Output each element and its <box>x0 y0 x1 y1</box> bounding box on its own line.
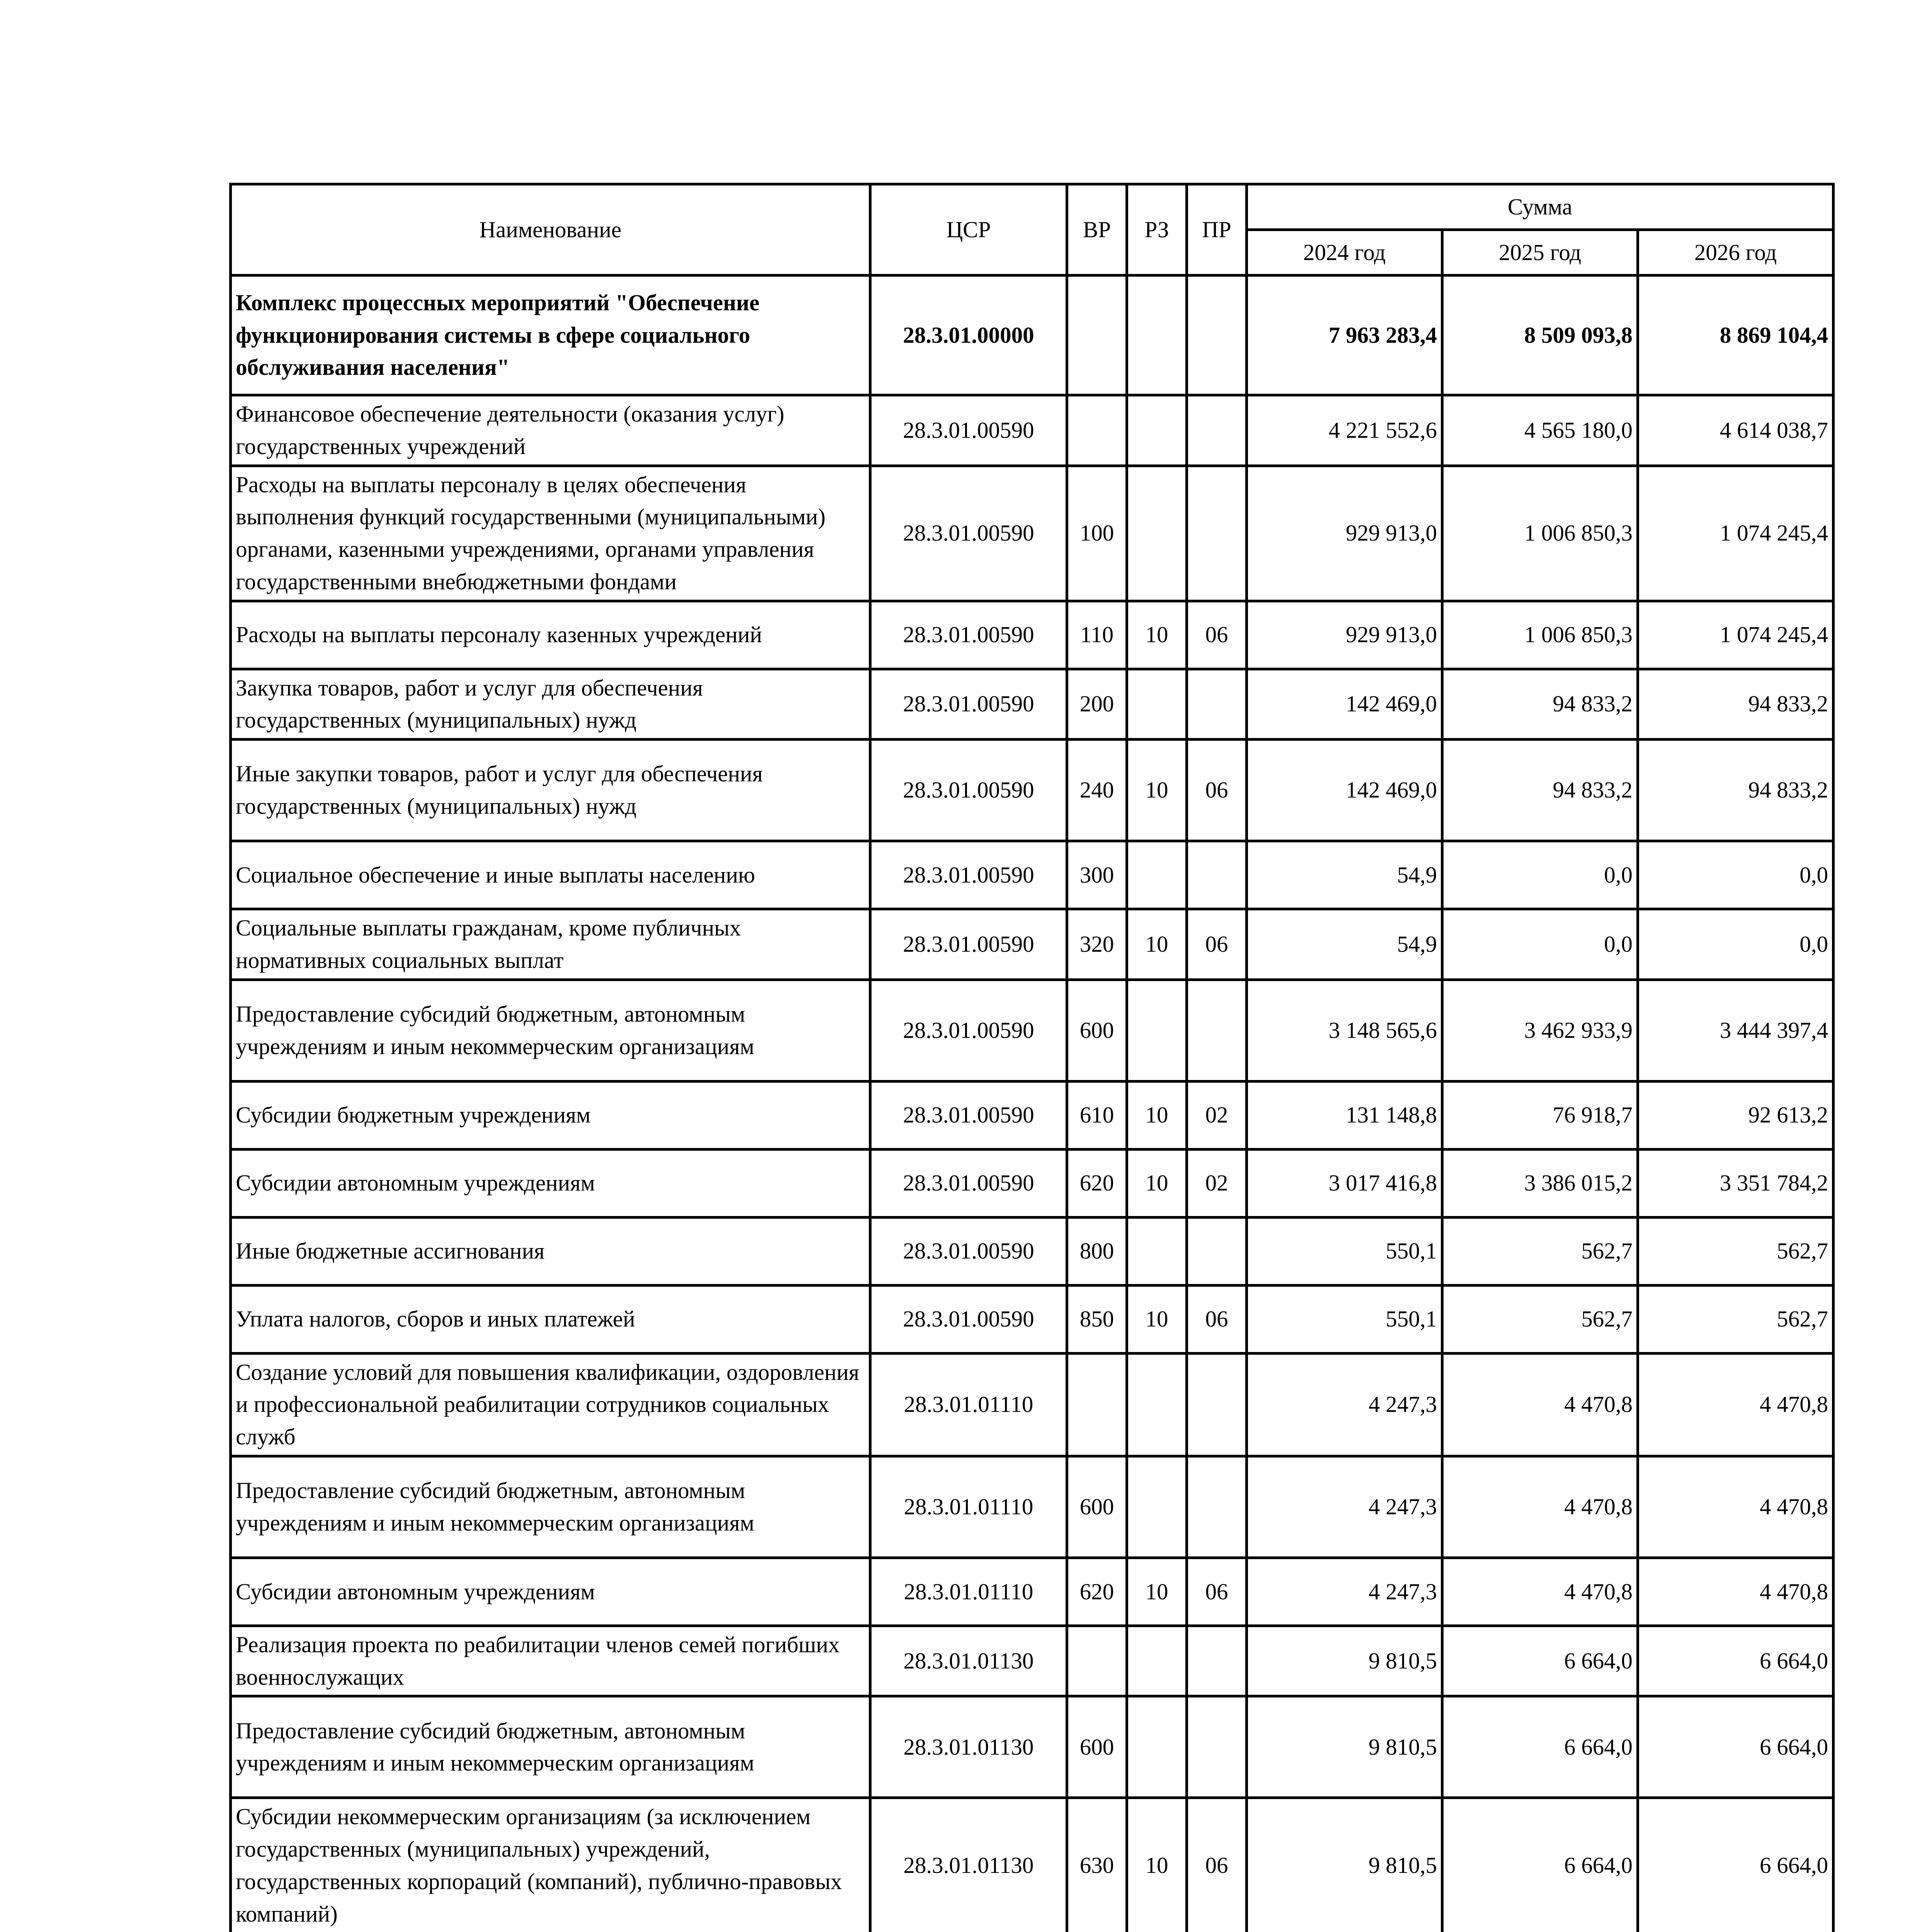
row-name: Субсидии автономным учреждениям <box>231 1149 870 1217</box>
row-2024: 54,9 <box>1247 841 1442 909</box>
row-name: Закупка товаров, работ и услуг для обеспечения государственных (муниципальных) нужд <box>231 669 870 740</box>
row-csr: 28.3.01.00590 <box>870 1149 1067 1217</box>
row-2024: 929 913,0 <box>1247 466 1442 601</box>
row-2025: 562,7 <box>1442 1285 1638 1353</box>
row-pr: 06 <box>1187 740 1247 841</box>
row-2025: 3 462 933,9 <box>1442 980 1638 1081</box>
table-row <box>231 1353 1834 1456</box>
row-name: Расходы на выплаты персоналу в целях обеспечения выполнения функций государственными (муниципальными) органами, казенными учреждениями, органами управления государственными внебюджетными фондами <box>231 466 870 601</box>
row-name: Предоставление субсидий бюджетным, автономным учреждениям и иным некоммерческим организациям <box>231 1696 870 1798</box>
row-name: Уплата налогов, сборов и иных платежей <box>231 1285 870 1353</box>
row-rz <box>1127 1456 1187 1558</box>
row-name: Создание условий для повышения квалификации, оздоровления и профессиональной реабилитации сотрудников социальных служб <box>231 1353 870 1456</box>
row-csr: 28.3.01.00590 <box>870 395 1067 466</box>
row-rz: 10 <box>1127 740 1187 841</box>
row-2026: 1 074 245,4 <box>1638 466 1834 601</box>
row-pr <box>1187 466 1247 601</box>
row-rz: 10 <box>1127 1149 1187 1217</box>
row-2025: 562,7 <box>1442 1217 1638 1285</box>
row-2026: 92 613,2 <box>1638 1081 1834 1149</box>
row-rz <box>1127 669 1187 740</box>
row-2025: 94 833,2 <box>1442 669 1638 740</box>
row-csr: 28.3.01.00590 <box>870 1285 1067 1353</box>
budget-table <box>229 183 1835 1932</box>
row-csr: 28.3.01.01130 <box>870 1798 1067 1932</box>
row-csr: 28.3.01.00590 <box>870 601 1067 669</box>
row-2024: 9 810,5 <box>1247 1696 1442 1798</box>
header-csr: ЦСР <box>870 184 1067 276</box>
row-2025: 76 918,7 <box>1442 1081 1638 1149</box>
row-2026: 8 869 104,4 <box>1638 276 1834 395</box>
row-vr: 100 <box>1067 466 1127 601</box>
row-2025: 4 470,8 <box>1442 1456 1638 1558</box>
row-2024: 4 247,3 <box>1247 1353 1442 1456</box>
row-name: Расходы на выплаты персоналу казенных учреждений <box>231 601 870 669</box>
row-vr: 620 <box>1067 1558 1127 1626</box>
row-name: Предоставление субсидий бюджетным, автономным учреждениям и иным некоммерческим организациям <box>231 980 870 1081</box>
row-vr: 600 <box>1067 1696 1127 1798</box>
row-vr <box>1067 1626 1127 1696</box>
row-vr: 110 <box>1067 601 1127 669</box>
row-2025: 0,0 <box>1442 841 1638 909</box>
row-csr: 28.3.01.01110 <box>870 1456 1067 1558</box>
table-body <box>231 276 1834 1932</box>
row-2025: 4 565 180,0 <box>1442 395 1638 466</box>
row-2026: 4 614 038,7 <box>1638 395 1834 466</box>
row-rz <box>1127 1353 1187 1456</box>
row-pr <box>1187 1696 1247 1798</box>
row-name: Субсидии автономным учреждениям <box>231 1558 870 1626</box>
row-2025: 8 509 093,8 <box>1442 276 1638 395</box>
row-pr <box>1187 1217 1247 1285</box>
table-row <box>231 669 1834 740</box>
row-pr <box>1187 395 1247 466</box>
row-pr: 06 <box>1187 1558 1247 1626</box>
row-pr: 06 <box>1187 1285 1247 1353</box>
row-vr: 630 <box>1067 1798 1127 1932</box>
row-rz <box>1127 1626 1187 1696</box>
row-2025: 0,0 <box>1442 909 1638 980</box>
header-year-2026: 2026 год <box>1638 230 1834 276</box>
row-2025: 1 006 850,3 <box>1442 466 1638 601</box>
row-csr: 28.3.01.01130 <box>870 1696 1067 1798</box>
table-row <box>231 1798 1834 1932</box>
header-year-2025: 2025 год <box>1442 230 1638 276</box>
row-2026: 94 833,2 <box>1638 669 1834 740</box>
row-rz <box>1127 1696 1187 1798</box>
row-rz <box>1127 1217 1187 1285</box>
row-2025: 4 470,8 <box>1442 1558 1638 1626</box>
row-pr: 06 <box>1187 1798 1247 1932</box>
row-name: Предоставление субсидий бюджетным, автономным учреждениям и иным некоммерческим организациям <box>231 1456 870 1558</box>
row-csr: 28.3.01.00590 <box>870 1081 1067 1149</box>
row-rz <box>1127 841 1187 909</box>
row-csr: 28.3.01.00590 <box>870 669 1067 740</box>
row-csr: 28.3.01.00000 <box>870 276 1067 395</box>
row-rz: 10 <box>1127 1081 1187 1149</box>
row-pr: 06 <box>1187 909 1247 980</box>
row-name: Иные бюджетные ассигнования <box>231 1217 870 1285</box>
table-row <box>231 740 1834 841</box>
table-row <box>231 276 1834 395</box>
row-name: Иные закупки товаров, работ и услуг для обеспечения государственных (муниципальных) нужд <box>231 740 870 841</box>
row-rz: 10 <box>1127 1558 1187 1626</box>
row-vr <box>1067 1353 1127 1456</box>
row-vr: 610 <box>1067 1081 1127 1149</box>
row-csr: 28.3.01.00590 <box>870 841 1067 909</box>
row-2025: 6 664,0 <box>1442 1626 1638 1696</box>
row-2025: 6 664,0 <box>1442 1696 1638 1798</box>
row-vr: 320 <box>1067 909 1127 980</box>
row-2026: 6 664,0 <box>1638 1696 1834 1798</box>
table-row <box>231 601 1834 669</box>
row-2026: 6 664,0 <box>1638 1626 1834 1696</box>
table-row <box>231 466 1834 601</box>
row-pr <box>1187 276 1247 395</box>
row-pr: 06 <box>1187 601 1247 669</box>
table-header <box>231 184 1834 276</box>
row-2025: 94 833,2 <box>1442 740 1638 841</box>
row-vr: 850 <box>1067 1285 1127 1353</box>
row-2025: 6 664,0 <box>1442 1798 1638 1932</box>
row-2024: 9 810,5 <box>1247 1798 1442 1932</box>
table-row <box>231 1626 1834 1696</box>
row-name: Комплекс процессных мероприятий "Обеспечение функционирования системы в сфере социального обслуживания населения" <box>231 276 870 395</box>
row-2024: 4 221 552,6 <box>1247 395 1442 466</box>
row-2024: 9 810,5 <box>1247 1626 1442 1696</box>
row-csr: 28.3.01.01130 <box>870 1626 1067 1696</box>
table-row <box>231 1696 1834 1798</box>
row-pr <box>1187 1353 1247 1456</box>
row-name: Социальное обеспечение и иные выплаты населению <box>231 841 870 909</box>
row-rz <box>1127 395 1187 466</box>
row-2026: 94 833,2 <box>1638 740 1834 841</box>
row-csr: 28.3.01.00590 <box>870 740 1067 841</box>
row-name: Реализация проекта по реабилитации членов семей погибших военнослужащих <box>231 1626 870 1696</box>
row-csr: 28.3.01.00590 <box>870 909 1067 980</box>
row-vr: 600 <box>1067 1456 1127 1558</box>
row-2024: 142 469,0 <box>1247 740 1442 841</box>
row-2024: 4 247,3 <box>1247 1558 1442 1626</box>
row-vr: 800 <box>1067 1217 1127 1285</box>
table-row <box>231 1285 1834 1353</box>
row-2025: 1 006 850,3 <box>1442 601 1638 669</box>
row-2026: 4 470,8 <box>1638 1456 1834 1558</box>
row-vr <box>1067 395 1127 466</box>
row-2025: 3 386 015,2 <box>1442 1149 1638 1217</box>
row-2026: 562,7 <box>1638 1285 1834 1353</box>
row-pr <box>1187 980 1247 1081</box>
row-vr: 300 <box>1067 841 1127 909</box>
row-2026: 562,7 <box>1638 1217 1834 1285</box>
table-row <box>231 980 1834 1081</box>
row-csr: 28.3.01.00590 <box>870 1217 1067 1285</box>
row-rz: 10 <box>1127 1798 1187 1932</box>
row-2024: 3 148 565,6 <box>1247 980 1442 1081</box>
row-csr: 28.3.01.01110 <box>870 1558 1067 1626</box>
row-vr: 240 <box>1067 740 1127 841</box>
table-row <box>231 909 1834 980</box>
row-2024: 142 469,0 <box>1247 669 1442 740</box>
row-csr: 28.3.01.00590 <box>870 980 1067 1081</box>
header-name: Наименование <box>231 184 870 276</box>
row-2025: 4 470,8 <box>1442 1353 1638 1456</box>
row-csr: 28.3.01.01110 <box>870 1353 1067 1456</box>
row-2026: 1 074 245,4 <box>1638 601 1834 669</box>
row-rz: 10 <box>1127 1285 1187 1353</box>
header-rz: РЗ <box>1127 184 1187 276</box>
header-vr: ВР <box>1067 184 1127 276</box>
row-pr: 02 <box>1187 1149 1247 1217</box>
table-row <box>231 841 1834 909</box>
row-name: Финансовое обеспечение деятельности (оказания услуг) государственных учреждений <box>231 395 870 466</box>
row-rz: 10 <box>1127 909 1187 980</box>
row-2024: 929 913,0 <box>1247 601 1442 669</box>
row-2026: 4 470,8 <box>1638 1353 1834 1456</box>
row-name: Социальные выплаты гражданам, кроме публичных нормативных социальных выплат <box>231 909 870 980</box>
row-2024: 4 247,3 <box>1247 1456 1442 1558</box>
row-2024: 54,9 <box>1247 909 1442 980</box>
header-sum: Сумма <box>1247 184 1834 230</box>
table-row <box>231 1217 1834 1285</box>
row-rz: 10 <box>1127 601 1187 669</box>
table-row <box>231 1149 1834 1217</box>
row-2026: 0,0 <box>1638 909 1834 980</box>
row-vr <box>1067 276 1127 395</box>
row-pr <box>1187 1456 1247 1558</box>
row-pr <box>1187 669 1247 740</box>
row-2026: 6 664,0 <box>1638 1798 1834 1932</box>
row-2026: 4 470,8 <box>1638 1558 1834 1626</box>
row-vr: 620 <box>1067 1149 1127 1217</box>
row-2026: 3 351 784,2 <box>1638 1149 1834 1217</box>
row-2024: 7 963 283,4 <box>1247 276 1442 395</box>
row-pr <box>1187 841 1247 909</box>
row-pr <box>1187 1626 1247 1696</box>
row-rz <box>1127 980 1187 1081</box>
row-vr: 600 <box>1067 980 1127 1081</box>
header-pr: ПР <box>1187 184 1247 276</box>
table-row <box>231 1558 1834 1626</box>
row-pr: 02 <box>1187 1081 1247 1149</box>
row-name: Субсидии бюджетным учреждениям <box>231 1081 870 1149</box>
row-2026: 0,0 <box>1638 841 1834 909</box>
row-2026: 3 444 397,4 <box>1638 980 1834 1081</box>
row-rz <box>1127 276 1187 395</box>
row-2024: 3 017 416,8 <box>1247 1149 1442 1217</box>
row-name: Субсидии некоммерческим организациям (за исключением государственных (муниципальных) учреждений, государственных корпораций (компаний), публично-правовых компаний) <box>231 1798 870 1932</box>
table-row <box>231 1456 1834 1558</box>
row-2024: 131 148,8 <box>1247 1081 1442 1149</box>
row-vr: 200 <box>1067 669 1127 740</box>
table-row <box>231 1081 1834 1149</box>
table-row <box>231 395 1834 466</box>
row-2024: 550,1 <box>1247 1285 1442 1353</box>
row-csr: 28.3.01.00590 <box>870 466 1067 601</box>
row-rz <box>1127 466 1187 601</box>
header-year-2024: 2024 год <box>1247 230 1442 276</box>
row-2024: 550,1 <box>1247 1217 1442 1285</box>
